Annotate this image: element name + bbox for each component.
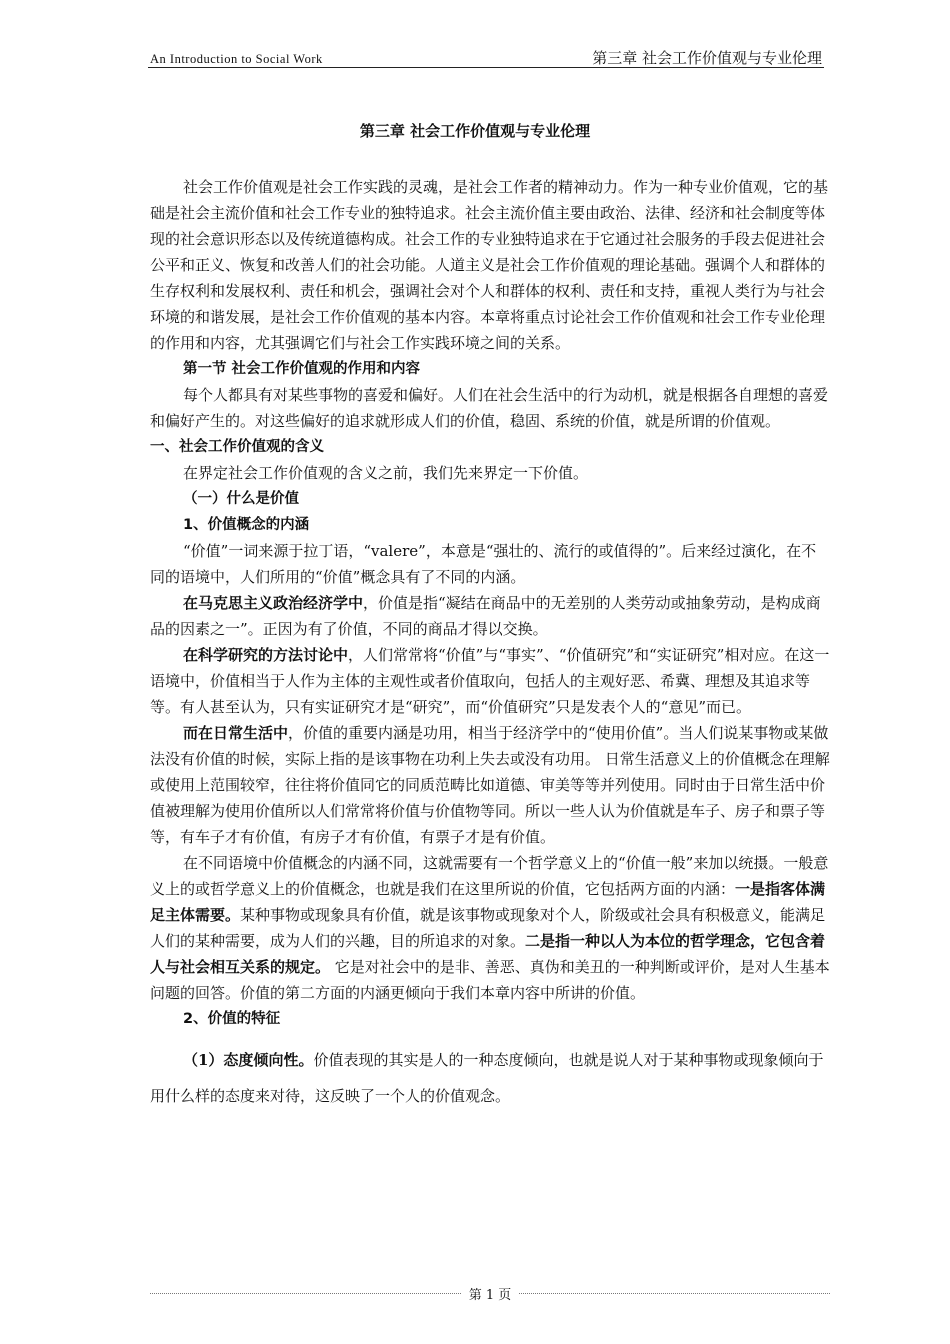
daily-life-text: ，价值的重要内涵是功用，相当于经济学中的“使用价值”。当人们说某事物或某做法没有价值的时候，实际上指的是该事物在功利上失去或没有功用。 日常生活意义上的价值概念在理解或使用上范围较窄，往往将价值同它的同质范畴比如道德、审美等等并列使用。同时由于日常生活中价值被理解为使用价值所以人们常常将价值与价值物等同。所以一些人认为价值就是车子、房子和票子等等，有车子才有价值，有房子才有价值，有票子才是有价值。 (150, 724, 830, 846)
subheading-features: 2、价值的特征 (183, 1011, 281, 1027)
science-text: ，人们常常将“价值”与“事实”、“价值研究”和“实证研究”相对应。在这一语境中，价值相当于人作为主体的主观性或者价值取向，包括人的主观好恶、希冀、理想及其追求等等。有人甚至认为，只有实证研究才是“研究”，而“价值研究”只是发表个人的“意见”而已。 (150, 646, 830, 716)
footer-dotted-line-left (150, 1293, 461, 1294)
feature-1-lead: （1）态度倾向性。 (183, 1051, 314, 1069)
feature-1-paragraph (150, 1042, 830, 1114)
daily-life-paragraph (150, 720, 830, 850)
marxist-lead: 在马克思主义政治经济学中 (183, 594, 364, 612)
science-lead: 在科学研究的方法讨论中 (183, 646, 349, 664)
chapter-title: 第三章 社会工作价值观与专业伦理 (359, 122, 591, 140)
subheading-what-is-value: （一）什么是价值 (183, 491, 299, 507)
marxist-paragraph (150, 590, 830, 642)
philosophy-text-c: 某种事物或现象具有价值，就是该事物或现象对个人，阶级或社会具有积极意义，能满足人们的某种需要，成为人们的兴趣，目的所追求的对象。 (150, 906, 826, 950)
running-header-left: An Introduction to Social Work (150, 52, 323, 66)
running-header-right: 第三章 社会工作价值观与专业伦理 (592, 49, 822, 67)
daily-life-lead: 而在日常生活中 (183, 724, 289, 742)
subheading-concept: 1、价值概念的内涵 (183, 517, 310, 533)
philosophy-paragraph (150, 850, 830, 1006)
section-paragraph: 每个人都具有对某些事物的喜爱和偏好。人们在社会生活中的行为动机，就是根据各自理想的喜爱和偏好产生的。对这些偏好的追求就形成人们的价值，稳固、系统的价值，就是所谓的价值观。 (150, 386, 829, 430)
philosophy-bold-2: 二是指一种以人为本位的哲学理念，它包含着人与社会相互关系的规定。 (150, 932, 826, 976)
section-heading: 第一节 社会工作价值观的作用和内容 (183, 361, 421, 377)
marxist-text: ，价值是指“凝结在商品中的无差别的人类劳动或抽象劳动，是构成商品的因素之一”。正因为有了价值，不同的商品才得以交换。 (150, 594, 821, 638)
header-rule (148, 67, 824, 68)
etymology-paragraph: “价值”一词来源于拉丁语，“valere”，本意是“强壮的、流行的或值得的”。后来经过演化，在不同的语境中，人们所用的“价值”概念具有了不同的内涵。 (150, 542, 817, 586)
page-footer (150, 1284, 830, 1303)
science-paragraph (150, 642, 830, 720)
subsection-heading: 一、社会工作价值观的含义 (150, 439, 324, 455)
footer-dotted-line-right (519, 1293, 830, 1294)
intro-paragraph: 社会工作价值观是社会工作实践的灵魂，是社会工作者的精神动力。作为一种专业价值观，它的基础是社会主流价值和社会工作专业的独特追求。社会主流价值主要由政治、法律、经济和社会制度等体现的社会意识形态以及传统道德构成。社会工作的专业独特追求在于它通过社会服务的手段去促进社会公平和正义、恢复和改善人们的社会功能。人道主义是社会工作价值观的理论基础。强调个人和群体的生存权利和发展权利、责任和机会，强调社会对个人和群体的权利、责任和支持，重视人类行为与社会环境的和谐发展，是社会工作价值观的基本内容。本章将重点讨论社会工作价值观和社会工作专业伦理的作用和内容，尤其强调它们与社会工作实践环境之间的关系。 (150, 178, 829, 352)
body-text (150, 174, 830, 1114)
philosophy-text-a: 在不同语境中价值概念的内涵不同，这就需要有一个哲学意义上的“价值一般”来加以统摄。一般意义上的或哲学意义上的价值概念，也就是我们在这里所说的价值，它包括两方面的内涵： (150, 854, 829, 898)
page-number: 第 1 页 (468, 1288, 512, 1303)
feature-1-text: 价值表现的其实是人的一种态度倾向，也就是说人对于某种事物或现象倾向于用什么样的态度来对待，这反映了一个人的价值观念。 (150, 1051, 824, 1105)
philosophy-text-d: 它是对社会中的是非、善恶、真伪和美丑的一种判断或评价，是对人生基本问题的回答。价值的第二方面的内涵更倾向于我们本章内容中所讲的价值。 (150, 958, 830, 1002)
definition-intro: 在界定社会工作价值观的含义之前，我们先来界定一下价值。 (183, 464, 589, 482)
philosophy-bold-1: 一是指客体满足主体需要。 (150, 880, 826, 924)
